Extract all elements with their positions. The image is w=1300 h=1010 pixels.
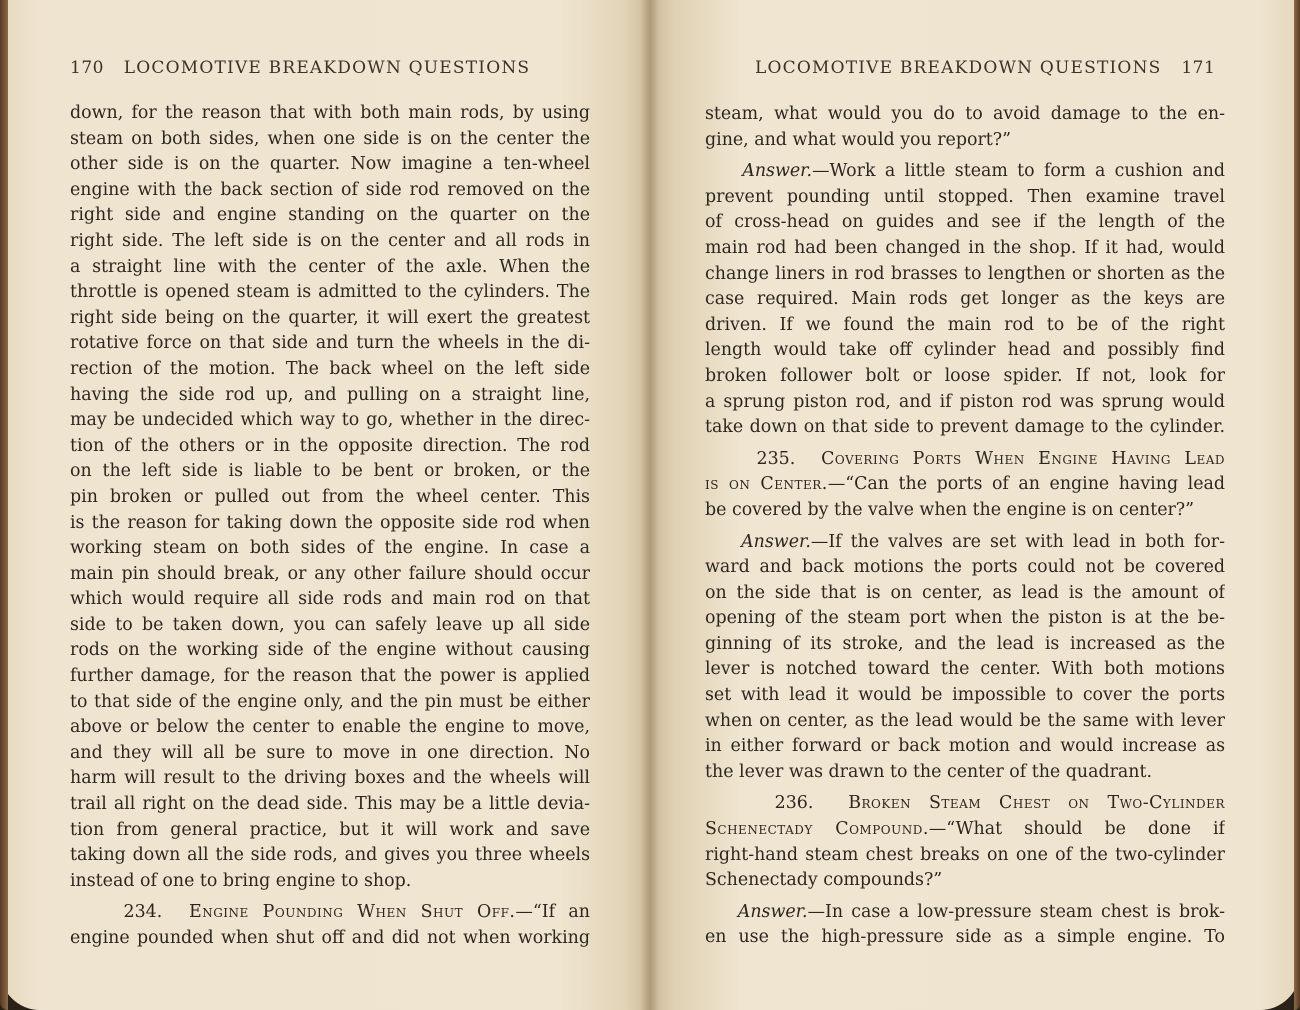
- question-235-text-start: —“Can the ports of an engine having lead: [827, 474, 1225, 495]
- question-236-line-3: right-hand steam chest breaks on one of the two-cylinder: [705, 844, 1225, 865]
- text-line: to that side of the engine only, and the pin must be either: [70, 691, 590, 712]
- text-line: tion of the others or in the opposite direction. The rod: [70, 435, 590, 456]
- left-running-head: [70, 58, 530, 78]
- text-line: above or below the center to enable the engine to move,: [70, 717, 590, 738]
- question-235-line-2: [705, 472, 1225, 498]
- book-gutter: [640, 0, 660, 1010]
- text-line: further damage, for the reason that the power is applied: [70, 666, 590, 687]
- text-line: working steam on both sides of the engine. In case a: [70, 538, 590, 559]
- question-234-heading-line: [70, 900, 590, 926]
- answer-235-line: opening of the steam port when the piston is at the be-: [705, 608, 1225, 629]
- answer-235-line: the lever was drawn to the center of the quadrant.: [705, 761, 1152, 782]
- text-line: having the side rod up, and pulling on a straight line,: [70, 384, 590, 405]
- question-234-text-start: —“If an: [515, 902, 590, 923]
- answer-236-first-line: [705, 900, 1225, 926]
- question-235-title: Covering Ports When Engine Having Lead: [821, 448, 1225, 469]
- right-running-title: LOCOMOTIVE BREAKDOWN QUESTIONS: [755, 58, 1162, 78]
- question-234-continued-line: steam, what would you do to avoid damage to the en-: [705, 104, 1225, 124]
- right-running-head: [755, 58, 1215, 78]
- text-line: main pin should break, or any other failure should occur: [70, 563, 590, 584]
- text-line: steam on both sides, when one side is on the center the: [70, 128, 590, 149]
- left-page-number: 170: [70, 58, 104, 78]
- question-236-title-cont: Schenectady Compound.: [705, 819, 929, 840]
- answer-234-line: main rod had been changed in the shop. If it had, would: [705, 237, 1225, 258]
- question-236-line-4: Schenectady compounds?”: [705, 870, 943, 891]
- answer-235-line: in either forward or back motion and would increase as: [705, 736, 1225, 757]
- answer-234-first-line: [705, 159, 1225, 185]
- text-line: harm will result to the driving boxes and the wheels will: [70, 768, 590, 789]
- answer-234-text: —Work a little steam to form a cushion and: [812, 161, 1225, 182]
- answer-235-text: —If the valves are set with lead in both for-: [810, 531, 1225, 552]
- answer-235-line: on the side that is on center, as lead is the amount of: [705, 582, 1225, 603]
- answer-235-line: ginning of its stroke, and the lead is increased as the: [705, 633, 1225, 654]
- question-236-line-2: [705, 817, 1225, 843]
- text-line: engine with the back section of side rod removed on the: [70, 179, 590, 200]
- text-line: on the left side is liable to be bent or broken, or the: [70, 461, 590, 482]
- answer-235-line: set with lead it would be impossible to cover the ports: [705, 685, 1225, 706]
- answer-235-first-line: [705, 530, 1225, 556]
- text-line: tion from general practice, but it will work and save: [70, 819, 590, 840]
- text-line: rection of the motion. The back wheel on the left side: [70, 358, 590, 379]
- question-234-title: Engine Pounding When Shut Off.: [189, 902, 516, 923]
- left-running-title: LOCOMOTIVE BREAKDOWN QUESTIONS: [123, 58, 531, 78]
- answer-236-line-2: en use the high-pressure side as a simple engine. To: [705, 927, 1225, 948]
- right-page-number: 171: [1181, 58, 1216, 78]
- question-236-title: Broken Steam Chest on Two-Cylinder: [848, 793, 1225, 814]
- text-line: right side being on the quarter, it will exert the greatest: [70, 307, 590, 328]
- question-236-heading-line: [705, 791, 1225, 817]
- answer-234-line: take down on that side to prevent damage to the cylinder.: [705, 417, 1225, 438]
- text-line: and they will all be sure to move in one direction. No: [70, 742, 590, 763]
- answer-234-label: Answer.: [742, 161, 813, 182]
- text-line: pin broken or pulled out from the wheel center. This: [70, 486, 590, 507]
- text-line: is the reason for taking down the opposite side rod when: [70, 512, 590, 533]
- question-234-continued-line: gine, and what would you report?”: [705, 129, 1011, 150]
- answer-234-line: case required. Main rods get longer as the keys are: [705, 289, 1225, 310]
- text-line: right side. The left side is on the center and all rods in: [70, 230, 590, 251]
- answer-235-line: when on center, as the lead would be the same with lever: [705, 710, 1225, 731]
- answer-234-line: change liners in rod brasses to lengthen or shorten as the: [705, 263, 1225, 284]
- text-line: other side is on the quarter. Now imagine a ten-wheel: [70, 154, 590, 175]
- answer-234-line: of cross-head on guides and see if the length of the: [705, 212, 1225, 233]
- question-234-number: 234.: [123, 902, 163, 923]
- right-cover-edge: [1294, 0, 1300, 1010]
- text-line: taking down all the side rods, and gives you three wheels: [70, 845, 590, 866]
- question-235-number: 235.: [756, 448, 796, 469]
- answer-234-line: prevent pounding until stopped. Then examine travel: [705, 186, 1225, 207]
- text-line: rods on the working side of the engine without causing: [70, 640, 590, 661]
- text-line: rotative force on that side and turn the wheels in the di-: [70, 333, 590, 354]
- text-line: throttle is opened steam is admitted to the cylinders. The: [70, 282, 590, 303]
- left-text-block: [70, 101, 590, 952]
- text-line: trail all right on the dead side. This may be a little devia-: [70, 794, 590, 815]
- right-text-block: [705, 102, 1225, 951]
- answer-235-label: Answer.: [741, 531, 811, 552]
- question-234-line-2: engine pounded when shut off and did not when working: [70, 928, 590, 948]
- answer-236-text: —In case a low-pressure steam chest is brok-: [807, 901, 1225, 922]
- right-page: [650, 0, 1300, 1010]
- question-236-text-start: —“What should be done if: [928, 819, 1225, 840]
- answer-234-line: a sprung piston rod, and if piston rod was sprung would: [705, 391, 1225, 412]
- answer-235-line: ward and back motions the ports could not be covered: [705, 557, 1225, 578]
- question-236-number: 236.: [774, 793, 814, 814]
- text-line: may be undecided which way to go, whether in the direc-: [70, 410, 590, 431]
- text-line: down, for the reason that with both main rods, by using: [70, 103, 590, 123]
- answer-236-label: Answer.: [737, 901, 808, 922]
- question-235-heading-line: [705, 447, 1225, 473]
- answer-234-line: length would take off cylinder head and possibly find: [705, 340, 1225, 361]
- text-line: a straight line with the center of the axle. When the: [70, 256, 590, 277]
- answer-234-line: broken follower bolt or loose spider. If not, look for: [705, 365, 1225, 386]
- text-line: which would require all side rods and main rod on that: [70, 589, 590, 610]
- text-line: right side and engine standing on the quarter on the: [70, 205, 590, 226]
- text-line: instead of one to bring engine to shop.: [70, 870, 412, 891]
- answer-235-line: lever is notched toward the center. With both motions: [705, 659, 1225, 680]
- left-cover-edge: [0, 0, 8, 1010]
- question-235-title-cont: is on Center.: [705, 474, 828, 495]
- answer-234-line: driven. If we found the main rod to be of the right: [705, 314, 1225, 335]
- question-235-line-3: be covered by the valve when the engine is on center?”: [705, 499, 1195, 520]
- text-line: side to be taken down, you can safely leave up all side: [70, 614, 590, 635]
